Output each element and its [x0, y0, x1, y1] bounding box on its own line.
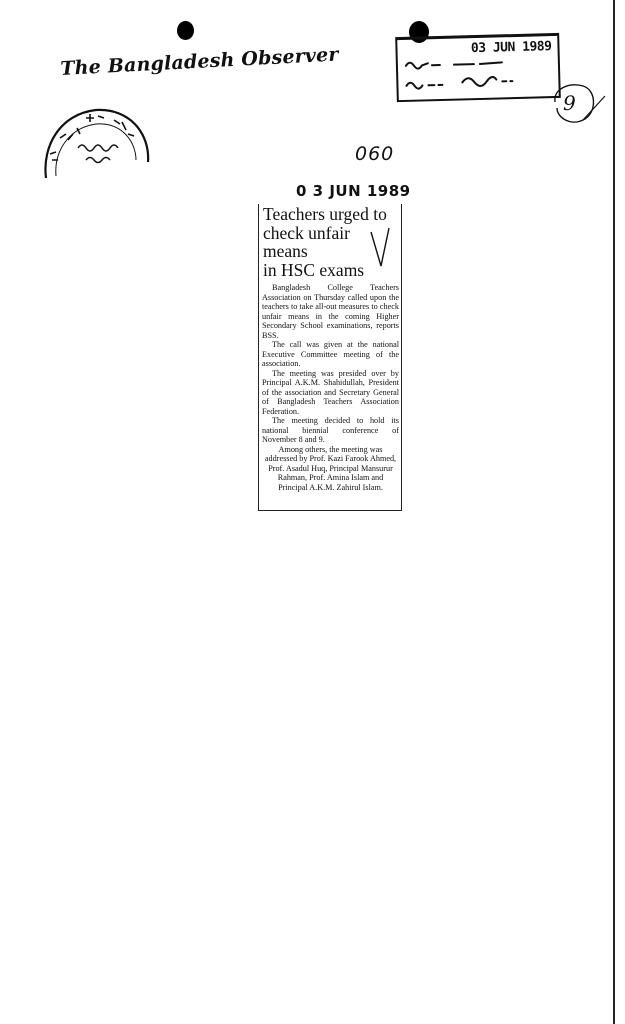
article-paragraph: The meeting was presided over by Principal A.K.M. Shahidullah, President of the association and Secretary General of Bangladesh Teachers Association Federation.: [262, 368, 399, 416]
seal-stamp: [38, 98, 156, 188]
article-paragraph: The call was given at the national Executive Committee meeting of the association.: [262, 340, 399, 368]
newspaper-clipping: [258, 204, 402, 511]
article-paragraph: Among others, the meeting was addressed by Prof. Kazi Farook Ahmed, Prof. Asadul Huq, Principal Mansurur Rahman, Prof. Amina Islam and Principal A.K.M. Zahirul Islam.: [264, 444, 397, 492]
headline-line: in HSC exams: [263, 259, 365, 280]
article-paragraph: The meeting decided to hold its national biennial conference of November 8 and 9.: [262, 416, 399, 444]
headline-line: Teachers urged to: [263, 204, 387, 224]
page-number: 9: [563, 91, 576, 115]
archive-date-stamp: [395, 33, 561, 102]
punch-hole-left: [177, 21, 194, 40]
clipping-date: 0 3 JUN 1989: [296, 182, 411, 200]
reference-number: 060: [355, 143, 395, 165]
pen-tick-mark: [367, 224, 397, 274]
headline-line: means: [263, 241, 308, 261]
article-paragraph: Bangladesh College Teachers Association on Thursday called upon the teachers to take all-out measures to check unfair means in the coming Higher Secondary School examinations, reports BSS.: [262, 283, 399, 340]
stamp-handwriting: [402, 50, 553, 96]
page-number-mark: [549, 80, 607, 128]
stamp-date: 03 JUN 1989: [470, 39, 552, 57]
page-edge: [613, 0, 615, 1024]
article-body: [262, 283, 399, 492]
newspaper-masthead: The Bangladesh Observer: [59, 43, 340, 80]
headline-line: check unfair: [263, 222, 350, 243]
